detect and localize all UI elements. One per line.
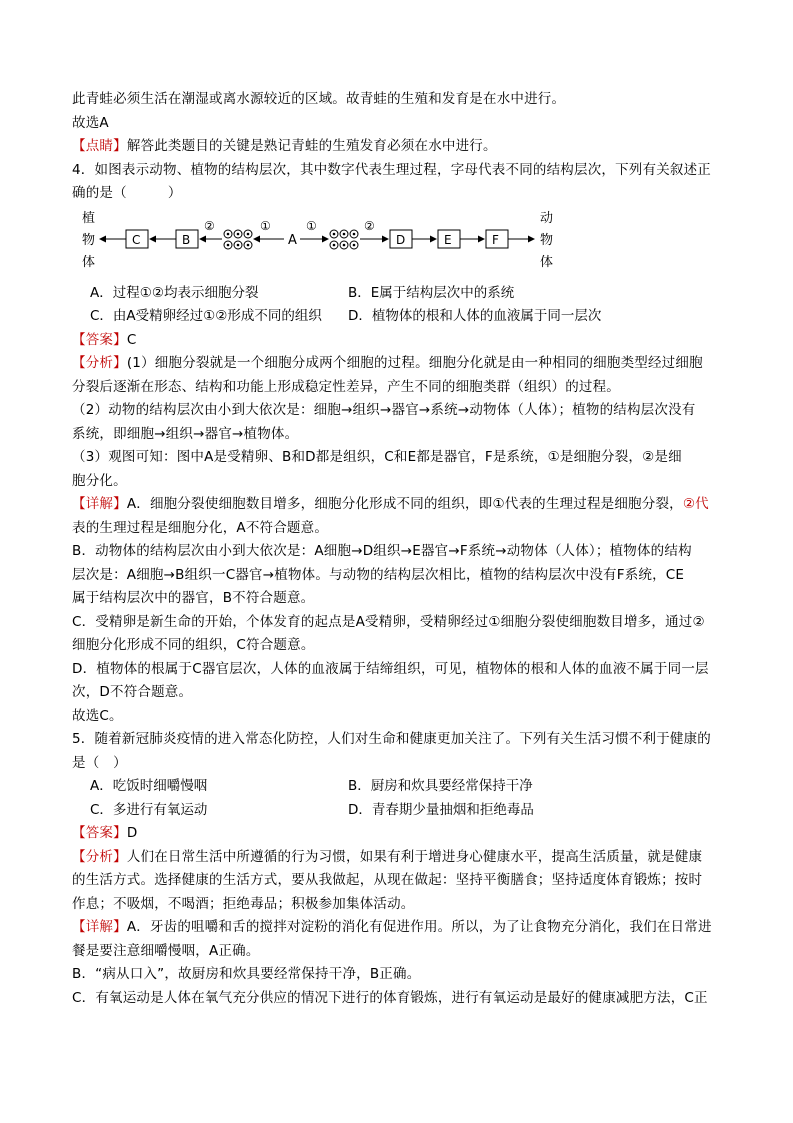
- box-f-label: F: [492, 232, 499, 247]
- q4-stem-line1: 4．如图表示动物、植物的结构层次，其中数字代表生理过程，字母代表不同的结构层次，下列有关叙述正: [72, 161, 711, 178]
- q3-text-line: 此青蛙必须生活在潮湿或离水源较近的区域。故青蛙的生殖和发育是在水中进行。: [72, 91, 566, 107]
- detail-tag: 【详解】: [72, 496, 127, 512]
- q4-detail-b3: 属于结构层次中的器官，B不符合题意。: [72, 590, 315, 606]
- q4-analysis-1a: [72, 352, 722, 376]
- q5-option-d: D．青春期少量抽烟和拒绝毒品: [348, 801, 534, 818]
- q4-detail-a1: [72, 493, 722, 517]
- q4-option-d: D．植物体的根和人体的血液属于同一层次: [348, 308, 602, 324]
- q4-detail-b2: 层次是：A细胞→B组织一C器官→植物体。与动物的结构层次相比，植物的结构层次中没有F系统，CE: [72, 566, 685, 583]
- q5-options-row1: [72, 775, 722, 799]
- animal-label-1: 动: [540, 210, 554, 226]
- q4-analysis-2b: 系统，即细胞→组织→器官→植物体。: [72, 425, 299, 442]
- q4-answer: [72, 329, 722, 353]
- plant-label-1: 植: [82, 210, 96, 226]
- detail-tag: 【详解】: [72, 919, 127, 935]
- q4-detail-a2: 表的生理过程是细胞分化，A不符合题意。: [72, 519, 329, 536]
- detail-text: A．牙齿的咀嚼和舌的搅拌对淀粉的消化有促进作用。所以，为了让食物充分消化，我们在日常进: [126, 919, 712, 935]
- answer-tag: 【答案】: [72, 825, 127, 841]
- q5-option-a: A．吃饭时细嚼慢咽: [90, 778, 208, 794]
- animal-label-3: 体: [540, 254, 554, 270]
- q4-detail-c2: 细胞分化形成不同的组织，C符合题意。: [72, 637, 315, 653]
- q5-detail-b1: B．“病从口入”，故厨房和炊具要经常保持干净，B正确。: [72, 966, 421, 982]
- q4-options-row2: [72, 305, 722, 329]
- diagram-svg: [72, 208, 632, 280]
- analysis-text: 人们在日常生活中所遵循的行为习惯，如果有利于增进身心健康水平，提高生活质量，就是健康: [126, 848, 703, 865]
- analysis-text: (1）细胞分裂就是一个细胞分成两个细胞的过程。细胞分化就是由一种相同的细胞类型经过细胞: [126, 355, 703, 371]
- detail-text: A．细胞分裂使细胞数目增多，细胞分化形成不同的组织，即①代表的生理过程是细胞分裂，: [126, 496, 683, 512]
- center-a: A: [288, 232, 297, 248]
- q4-analysis-1b: 分裂后逐渐在形态、结构和功能上形成稳定性差异，产生不同的细胞类群（组织）的过程。: [72, 378, 620, 395]
- tip-text: 解答此类题目的关键是熟记青蛙的生殖发育必须在水中进行。: [126, 138, 497, 154]
- q5-option-b: B．厨房和炊具要经常保持干净: [348, 778, 533, 794]
- q4-option-c: C．由A受精卵经过①②形成不同的组织: [90, 308, 322, 324]
- box-c-label: C: [132, 232, 141, 247]
- step-label-right-1: ①: [306, 218, 317, 233]
- q4-detail-b1: B．动物体的结构层次由小到大依次是：A细胞→D组织→E器官→F系统→动物体（人体）；植物体的结构: [72, 543, 692, 559]
- analysis-tag: 【分析】: [72, 355, 127, 371]
- q4-detail-d1: D．植物体的根属于C器官层次，人体的血液属于结缔组织，可见，植物体的根和人体的血液不属于同一层: [72, 660, 709, 677]
- detail-red-text: ②代: [682, 496, 709, 512]
- document-page: [72, 88, 722, 1010]
- plant-label-3: 体: [82, 254, 96, 270]
- structure-level-diagram: [72, 208, 722, 280]
- box-e-label: E: [444, 232, 452, 247]
- q5-analysis-3: 作息；不吸烟，不喝酒；拒绝毒品；积极参加集体活动。: [72, 895, 415, 912]
- step-label-left-1: ①: [260, 218, 271, 233]
- q5-analysis-1: [72, 846, 722, 870]
- q5-option-c: C．多进行有氧运动: [90, 801, 208, 818]
- plant-label-2: 物: [82, 232, 96, 248]
- answer-tag: 【答案】: [72, 331, 127, 348]
- step-label-left-2: ②: [204, 218, 215, 233]
- animal-label-2: 物: [540, 232, 554, 248]
- q5-stem-line2: 是（ ）: [72, 754, 127, 771]
- q3-tip: [72, 135, 722, 159]
- q3-conclusion: 故选A: [72, 114, 109, 131]
- q4-detail-d2: 次，D不符合题意。: [72, 684, 193, 700]
- q4-analysis-3a: （3）观图可知：图中A是受精卵、B和D都是组织，C和E都是器官，F是系统，①是细胞分裂，②是细: [72, 449, 682, 465]
- q5-stem-line1: 5．随着新冠肺炎疫情的进入常态化防控，人们对生命和健康更加关注了。下列有关生活习惯不利于健康的: [72, 731, 711, 747]
- q5-options-row2: [72, 799, 722, 823]
- q4-detail-c1: C．受精卵是新生命的开始，个体发育的起点是A受精卵，受精卵经过①细胞分裂使细胞数目增多，通过②: [72, 613, 705, 630]
- box-b-label: B: [182, 232, 191, 247]
- box-d-label: D: [396, 232, 406, 247]
- answer-value: C: [126, 331, 137, 348]
- q4-options-row1: [72, 282, 722, 306]
- q5-detail-a1: [72, 916, 722, 940]
- q4-option-a: A．过程①②均表示细胞分裂: [90, 284, 259, 301]
- q4-option-b: B．E属于结构层次中的系统: [348, 284, 515, 301]
- q5-detail-c1: C．有氧运动是人体在氧气充分供应的情况下进行的体育锻炼，进行有氧运动是最好的健康减肥方法，C正: [72, 989, 708, 1006]
- analysis-tag: 【分析】: [72, 848, 127, 865]
- tip-tag: 【点睛】: [72, 138, 127, 154]
- step-label-right-2: ②: [364, 218, 375, 233]
- q4-analysis-3b: 胞分化。: [72, 472, 127, 489]
- q4-conclusion: 故选C。: [72, 707, 123, 724]
- q4-stem-line2: 确的是（ ）: [72, 185, 182, 201]
- q5-analysis-2: 的生活方式。选择健康的生活方式，要从我做起，从现在做起：坚持平衡膳食；坚持适度体育锻炼；按时: [72, 872, 703, 888]
- cell-group-right: [330, 230, 358, 249]
- answer-value: D: [126, 825, 138, 841]
- q4-analysis-2a: （2）动物的结构层次由小到大依次是：细胞→组织→器官→系统→动物体（人体）；植物的结构层次没有: [72, 402, 696, 418]
- cell-group-left: [224, 230, 252, 249]
- q5-answer: [72, 822, 722, 846]
- q5-detail-a2: 餐是要注意细嚼慢咽，A正确。: [72, 942, 260, 959]
